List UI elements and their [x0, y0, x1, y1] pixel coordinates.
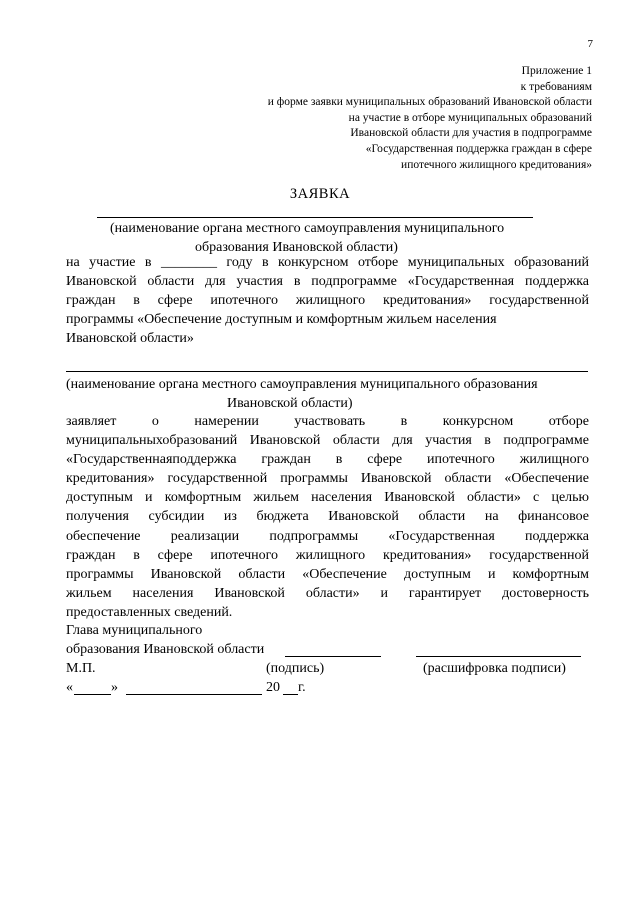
paragraph-line: предоставленных сведений.: [66, 604, 233, 620]
date-year-prefix: 20: [266, 680, 280, 695]
decode-caption: (расшифровка подписи): [423, 661, 566, 676]
annex-block: [172, 64, 592, 173]
paragraph-line: получения субсидии из бюджета Ивановской области на финансовое: [66, 509, 589, 525]
organ-caption-line: образования Ивановской области): [195, 240, 398, 255]
paragraph-line: программы «Обеспечение доступным и комфортным жильем населения: [66, 312, 497, 328]
paragraph-line: Ивановской области для участия в подпрограмме «Государственная поддержка: [66, 274, 589, 290]
paragraph-line: на участие в ________ году в конкурсном отборе муниципальных образований: [66, 255, 589, 270]
organ-caption-2: [66, 375, 589, 413]
paragraph-line: обеспечение реализации подпрограммы «Государственная поддержка: [66, 528, 589, 544]
document-title: ЗАЯВКА: [289, 186, 351, 202]
date-year-line: [283, 694, 298, 695]
paragraph-line: кредитования» государственной программы Ивановской области «Обеспечение: [66, 471, 589, 487]
paragraph-line: программы Ивановской области «Обеспечение доступным и комфортным: [66, 566, 589, 582]
date-year-suffix: г.: [298, 680, 306, 695]
date-month-line: [126, 694, 262, 695]
date-day-line: [74, 694, 111, 695]
annex-line: «Государственная поддержка граждан в сфере: [365, 142, 592, 155]
fill-in-line-organ-2: [66, 371, 588, 372]
signature-caption: (подпись): [266, 661, 325, 676]
signature-block: [66, 621, 596, 697]
annex-line: Приложение 1: [521, 65, 592, 77]
fill-in-line-organ: [97, 217, 533, 218]
annex-line: ипотечного жилищного кредитования»: [401, 158, 592, 171]
organ-caption: [110, 219, 540, 257]
annex-line: к требованиям: [520, 80, 592, 93]
date-row: [66, 678, 596, 697]
paragraph-line: Ивановской области»: [66, 331, 194, 347]
signature-row: [66, 621, 596, 640]
signature-row: [66, 640, 596, 659]
organ-caption-line: (наименование органа местного самоуправления муниципального образования: [66, 377, 538, 392]
paragraph-line: граждан в сфере ипотечного жилищного кредитования» государственной: [66, 547, 589, 563]
paragraph-line: доступным и комфортным жильем населения Ивановской области» с целью: [66, 490, 589, 506]
annex-line: на участие в отборе муниципальных образований: [348, 111, 592, 124]
signature-row: [66, 659, 596, 678]
head-title-line: образования Ивановской области: [66, 642, 265, 657]
annex-line: и форме заявки муниципальных образований Ивановской области: [267, 96, 592, 109]
participation-paragraph: [66, 253, 589, 348]
annex-line: Ивановской области для участия в подпрограмме: [350, 127, 592, 140]
paragraph-line: жильем населения Ивановской области» и гарантирует достоверность: [66, 585, 589, 601]
page-number: 7: [587, 38, 593, 50]
paragraph-line: муниципальныхобразований Ивановской области для участия в подпрограмме: [66, 433, 589, 449]
signature-decode-line: [416, 656, 581, 657]
stamp-label: М.П.: [66, 661, 96, 676]
date-close-quote: »: [111, 680, 118, 695]
organ-caption-line: (наименование органа местного самоуправления муниципального: [110, 221, 505, 236]
paragraph-line: «Государственнаяподдержка граждан в сфере ипотечного жилищного: [66, 452, 589, 468]
paragraph-line: граждан в сфере ипотечного жилищного кредитования» государственной: [66, 293, 589, 309]
signature-line: [285, 656, 381, 657]
declaration-paragraph: [66, 412, 589, 622]
paragraph-line: заявляет о намерении участвовать в конкурсном отборе: [66, 414, 589, 429]
organ-caption-line: Ивановской области): [227, 396, 353, 411]
date-open-quote: «: [66, 680, 73, 695]
head-title-line: Глава муниципального: [66, 623, 203, 638]
